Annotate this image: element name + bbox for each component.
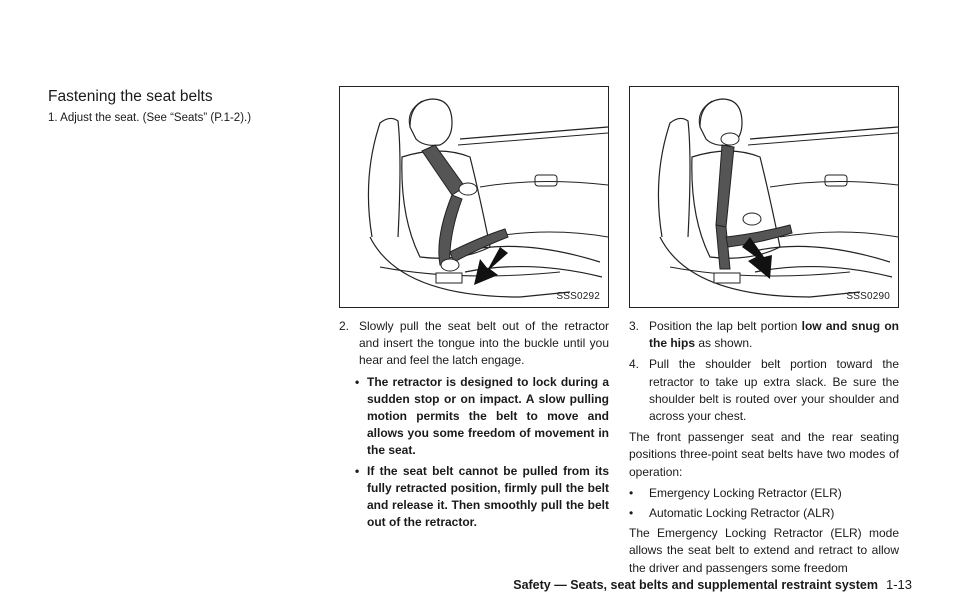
step-number: 2.: [339, 319, 350, 333]
footer-section-title: Safety — Seats, seat belts and supplemental restraint system: [513, 578, 878, 592]
step-number: 3.: [629, 319, 640, 333]
elr-paragraph: The Emergency Locking Retractor (ELR) mode allows the seat belt to extend and retract to allow the driver and passengers some freedom: [629, 526, 899, 575]
step-3-text-bold: low and snug on the hips: [649, 319, 899, 351]
bullet-mark: •: [355, 374, 360, 389]
step-2-text: Slowly pull the seat belt out of the retractor and insert the tongue into the buckle until you hear and feel the latch engage.: [359, 319, 609, 368]
mode-text: Automatic Locking Retractor (ALR): [649, 506, 835, 521]
step-2: [339, 318, 609, 370]
step-2-bullet: [347, 463, 609, 532]
step-1-text: 1. Adjust the seat. (See “Seats” (P.1-2).): [48, 112, 252, 124]
modes-paragraph: The front passenger seat and the rear seating positions three-point seat belts have two modes of operation:: [629, 430, 899, 479]
step-3-text-a: Position the lap belt portion: [649, 319, 802, 333]
bullet-mark: •: [629, 506, 634, 521]
mode-text: Emergency Locking Retractor (ELR): [649, 485, 842, 500]
page-footer: [513, 577, 912, 592]
bullet-mark: •: [355, 463, 360, 478]
section-heading: Fastening the seat belts: [48, 88, 213, 105]
step-3: [629, 318, 899, 352]
figure-sss0290: [629, 86, 899, 308]
figure-caption: SSS0290: [846, 291, 890, 302]
bullet-text: If the seat belt cannot be pulled from its fully retracted position, firmly pull the belt and release it. Then smoothly pull the belt out of the retractor.: [367, 463, 609, 530]
column-middle: [339, 318, 609, 534]
step-2-bullet: [347, 374, 609, 460]
step-4: [629, 356, 899, 425]
figure-sss0292: [339, 86, 609, 308]
bullet-mark: •: [629, 485, 634, 500]
seatbelt-illustration-1: [340, 87, 608, 307]
seatbelt-illustration-2: [630, 87, 898, 307]
page-number: 1-13: [885, 577, 912, 592]
figure-caption: SSS0292: [556, 291, 600, 302]
mode-item: [629, 505, 899, 522]
step-3-text-b: as shown.: [695, 336, 753, 351]
column-right: [629, 318, 899, 581]
bullet-text: The retractor is designed to lock during a sudden stop or on impact. A slow pulling motion permits the belt to move and allows you some freedom of movement in the seat.: [367, 374, 609, 458]
mode-item: [629, 485, 899, 502]
step-4-text: Pull the shoulder belt portion toward the retractor to take up extra slack. Be sure the shoulder belt is routed over your shoulder and across your chest.: [649, 357, 899, 424]
step-number: 4.: [629, 357, 640, 372]
